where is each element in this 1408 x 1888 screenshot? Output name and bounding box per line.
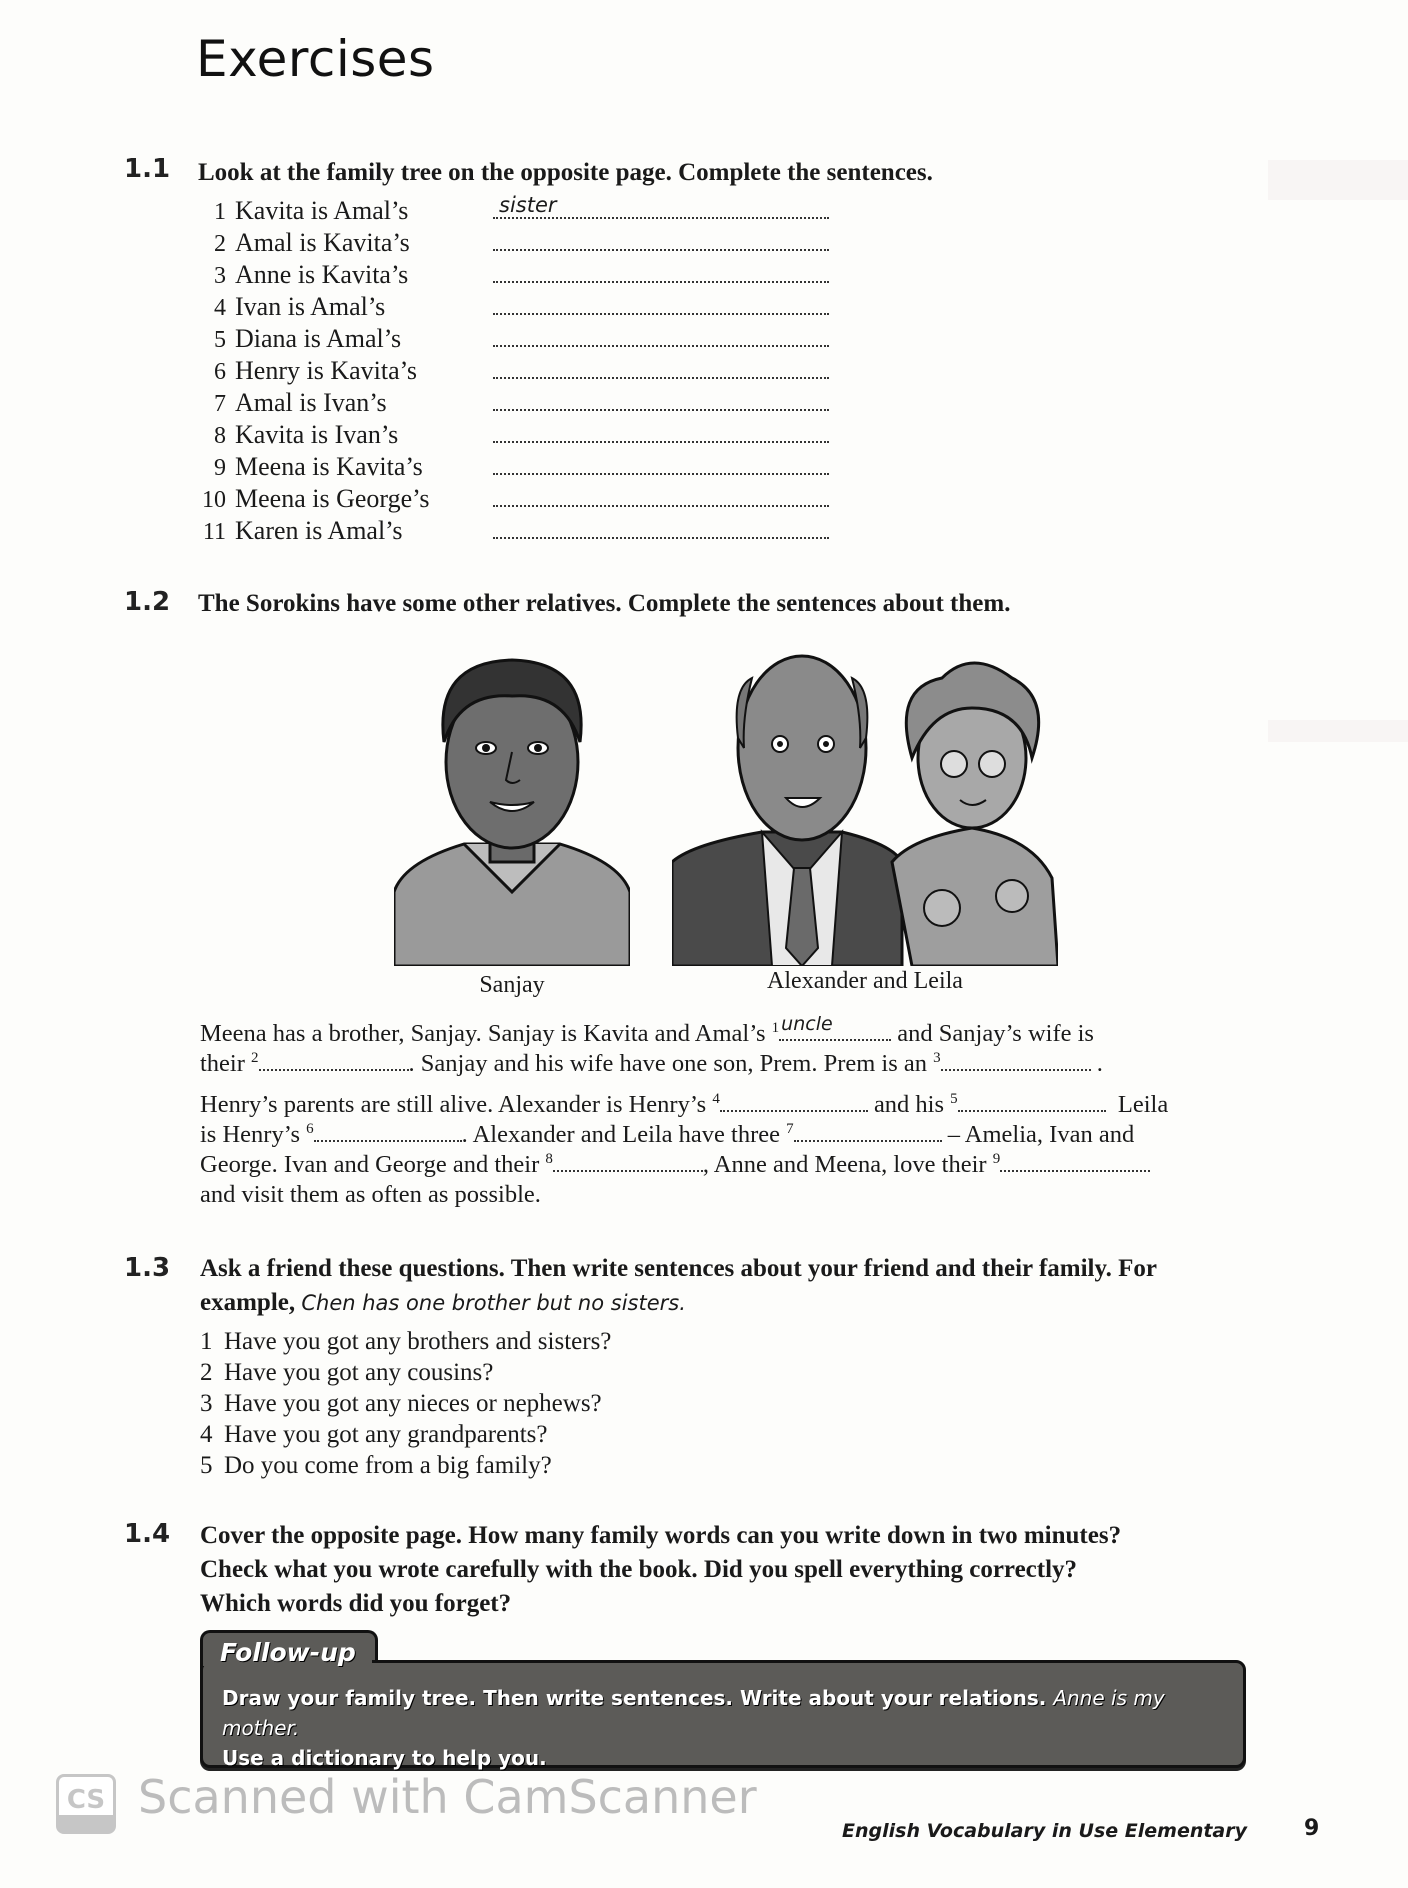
item-text: Amal is Kavita’s (235, 228, 410, 257)
question-text: Have you got any nieces or nephews? (224, 1390, 602, 1417)
answer-blank[interactable] (493, 195, 829, 219)
question-number: 2 (200, 1359, 213, 1386)
question-text: Have you got any brothers and sisters? (224, 1328, 612, 1355)
exercise-1-1-item (196, 451, 829, 483)
exercise-1-1-item (196, 515, 829, 547)
exercise-1-1-list (196, 195, 829, 547)
exercise-1-1-item (196, 419, 829, 451)
exercise-number-1-1: 1.1 (124, 154, 171, 184)
example-sentence: Chen has one brother but no sisters. (301, 1291, 686, 1315)
show-through-smudge (1268, 720, 1408, 742)
answer-blank[interactable] (493, 323, 829, 347)
question-item (200, 1388, 611, 1419)
question-number: 1 (200, 1328, 213, 1355)
exercise-1-2-paragraph-1: Meena has a brother, Sanjay. Sanjay is Kavita and Amal’s $^1$ uncle and Sanjay’s wife is their $^2$ . Sanjay and his wife have one son, Prem. Prem is an $^3$ . (200, 1019, 1240, 1079)
page-title: Exercises (196, 30, 435, 88)
item-number: 7 (214, 391, 226, 417)
camscanner-watermark: Scanned with CamScanner (138, 1770, 757, 1824)
exercise-instruction-1-2: The Sorokins have some other relatives. Complete the sentences about them. (198, 590, 1011, 617)
item-number: 8 (214, 423, 226, 449)
question-item (200, 1419, 611, 1450)
blank-4[interactable] (720, 1092, 868, 1112)
exercise-1-1-item (196, 483, 829, 515)
question-item (200, 1450, 611, 1481)
show-through-smudge (1268, 160, 1408, 200)
item-number: 11 (202, 519, 226, 545)
exercise-instruction-1-1: Look at the family tree on the opposite page. Complete the sentences. (198, 159, 933, 186)
item-number: 3 (214, 263, 226, 289)
question-number: 4 (200, 1421, 213, 1448)
item-number: 6 (214, 359, 226, 385)
blank-2[interactable] (259, 1051, 409, 1071)
answer-blank[interactable] (493, 355, 829, 379)
answer-blank[interactable] (493, 259, 829, 283)
page-number: 9 (1304, 1816, 1320, 1841)
item-text: Amal is Ivan’s (235, 388, 387, 417)
item-text: Meena is George’s (235, 484, 430, 513)
exercise-1-1-item (196, 355, 829, 387)
item-text: Ivan is Amal’s (235, 292, 386, 321)
question-text: Do you come from a big family? (224, 1452, 552, 1479)
question-text: Have you got any cousins? (224, 1359, 494, 1386)
item-text: Diana is Amal’s (235, 324, 402, 353)
exercise-number-1-3: 1.3 (124, 1253, 171, 1283)
answer-blank[interactable] (493, 515, 829, 539)
elderly-couple-portrait-icon (672, 648, 1058, 966)
item-text: Henry is Kavita’s (235, 356, 417, 385)
exercise-1-3-questions (200, 1326, 611, 1481)
answer-blank[interactable] (493, 419, 829, 443)
question-number: 5 (200, 1452, 213, 1479)
blank-6[interactable] (314, 1122, 462, 1142)
item-text: Karen is Amal’s (235, 516, 403, 545)
answer-blank[interactable] (493, 387, 829, 411)
item-number: 1 (214, 199, 226, 225)
exercise-1-1-item (196, 291, 829, 323)
question-item (200, 1326, 611, 1357)
answer-blank[interactable] (493, 451, 829, 475)
follow-up-example: Anne is my mother. (222, 1686, 1165, 1740)
question-text: Have you got any grandparents? (224, 1421, 548, 1448)
exercise-1-2-paragraph-2: Henry’s parents are still alive. Alexander is Henry’s $^4$ and his $^5$ Leila is Henry’s $^6$ . Alexander and Leila have three $^7$ – Amelia, Ivan and George. Ivan and George and their $^8$ , Anne and Meena, love their $^9$ and visit them as often as possible. (200, 1091, 1169, 1208)
exercise-1-1-item (196, 259, 829, 291)
answer-blank[interactable] (493, 227, 829, 251)
item-text: Kavita is Ivan’s (235, 420, 399, 449)
footer-book-title: English Vocabulary in Use Elementary (842, 1820, 1248, 1842)
answer-text: sister (499, 193, 557, 217)
item-text: Meena is Kavita’s (235, 452, 423, 481)
question-number: 3 (200, 1390, 213, 1417)
item-number: 9 (214, 455, 226, 481)
item-text: Kavita is Amal’s (235, 196, 409, 225)
caption-sanjay: Sanjay (479, 972, 545, 998)
follow-up-text: Draw your family tree. Then write sentences. Write about your relations. Anne is my mother. Use a dictionary to help you. (222, 1686, 1165, 1770)
blank-9[interactable] (1000, 1152, 1150, 1172)
item-number: 10 (202, 487, 226, 513)
answer-blank[interactable] (493, 291, 829, 315)
exercise-instruction-1-4: Cover the opposite page. How many family words can you write down in two minutes? Check what you wrote carefully with the book. Did you spell everything correctly? Which words did you forget? (200, 1522, 1122, 1617)
camscanner-logo-icon: CS (56, 1774, 116, 1834)
blank-8[interactable] (553, 1152, 703, 1172)
man-portrait-icon (394, 652, 630, 966)
exercise-1-1-item (196, 195, 829, 227)
question-item (200, 1357, 611, 1388)
item-number: 5 (214, 327, 226, 353)
answer-blank[interactable] (493, 483, 829, 507)
blank-1[interactable] (779, 1013, 891, 1041)
blank-7[interactable] (794, 1122, 942, 1142)
follow-up-title: Follow-up (220, 1638, 356, 1667)
exercise-1-1-item (196, 227, 829, 259)
item-number: 2 (214, 231, 226, 257)
exercise-1-1-item (196, 387, 829, 419)
caption-alexander-leila: Alexander and Leila (767, 968, 963, 994)
sanjay-illustration (394, 652, 630, 966)
item-text: Anne is Kavita’s (235, 260, 409, 289)
item-number: 4 (214, 295, 226, 321)
blank-5[interactable] (958, 1092, 1106, 1112)
exercise-instruction-1-3: Ask a friend these questions. Then write sentences about your friend and their family. For example, Chen has one brother but no sisters. (200, 1255, 1157, 1316)
blank-3[interactable] (941, 1051, 1091, 1071)
exercise-1-1-item (196, 323, 829, 355)
exercise-number-1-2: 1.2 (124, 587, 171, 617)
alexander-leila-illustration (672, 648, 1058, 966)
answer-1: uncle (781, 1013, 833, 1035)
exercise-number-1-4: 1.4 (124, 1519, 171, 1549)
